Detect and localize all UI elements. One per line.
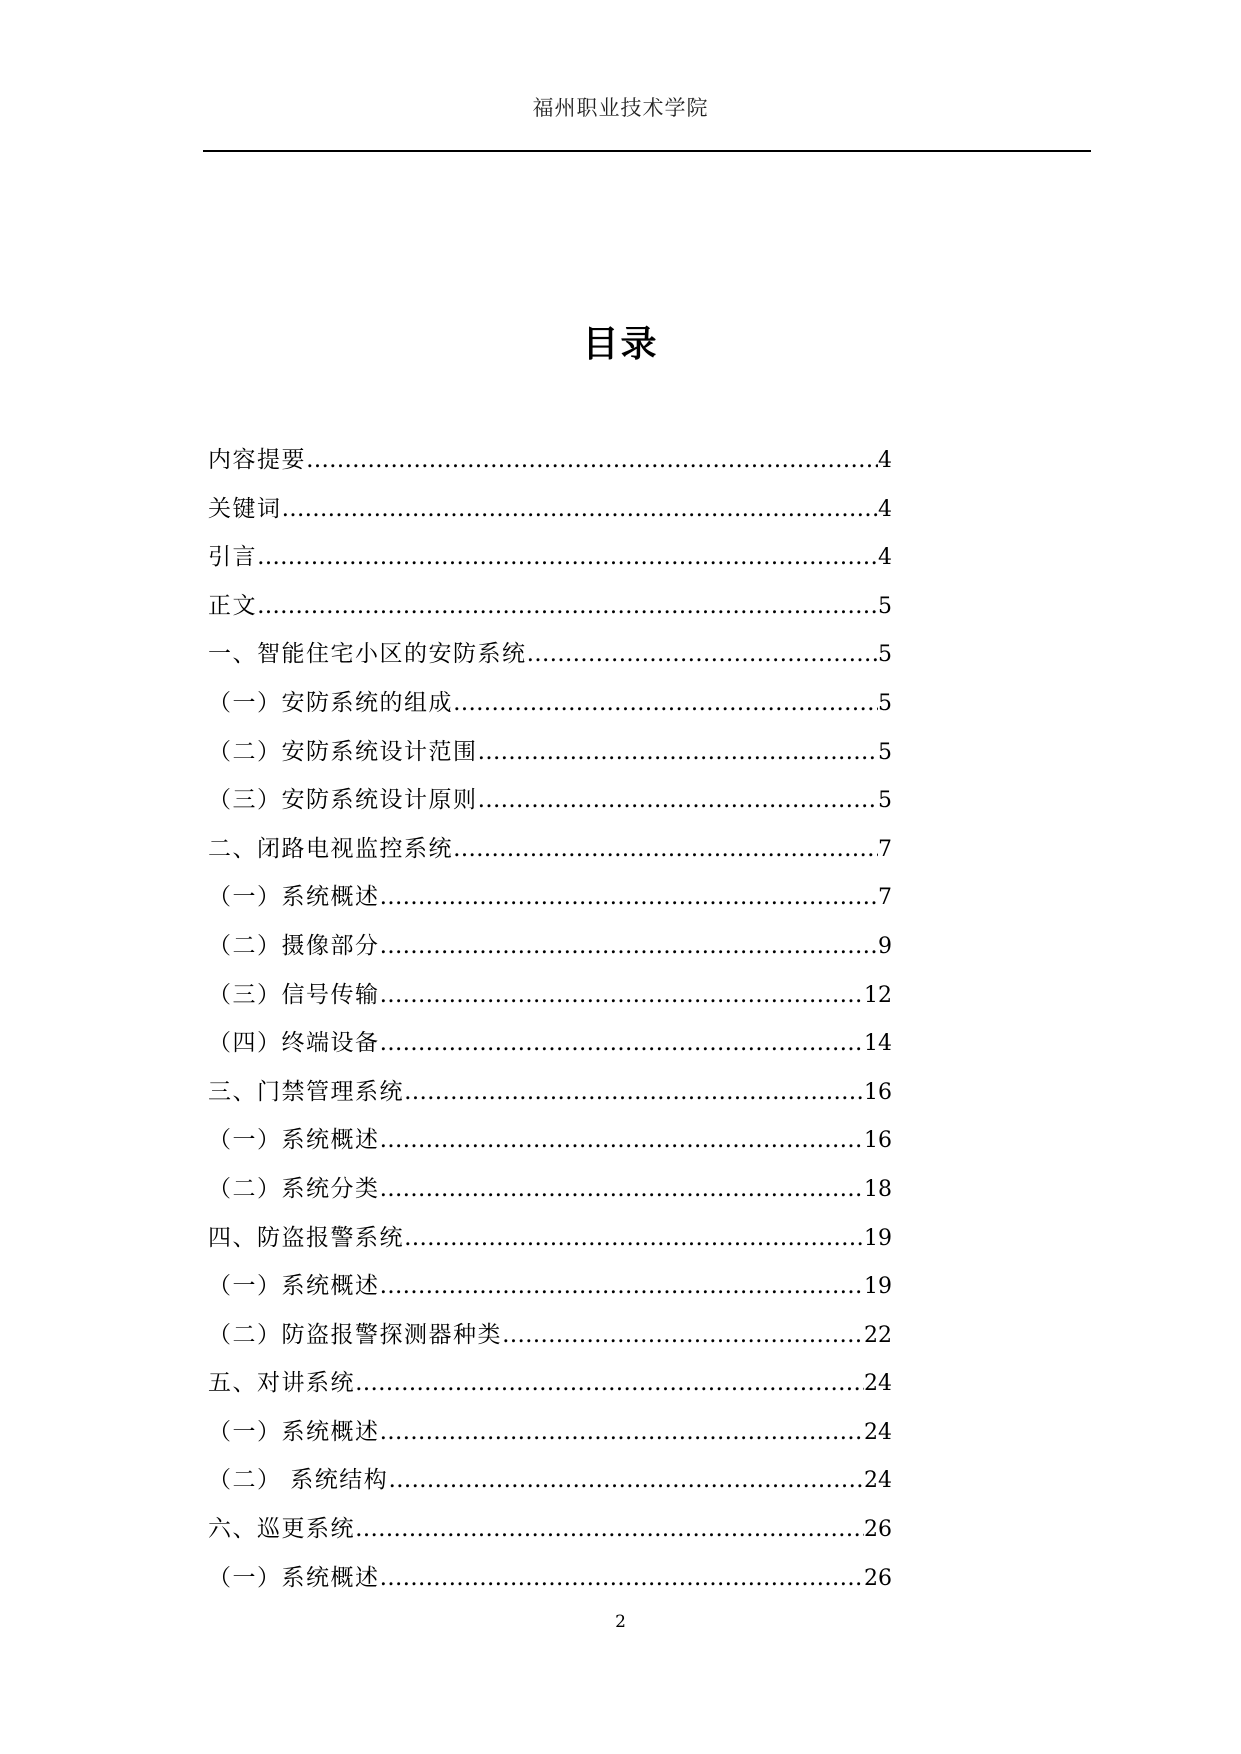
toc-leader bbox=[478, 728, 879, 777]
toc-entry-label: 二、闭路电视监控系统 bbox=[208, 835, 453, 862]
toc-entry-page: 16 bbox=[864, 1128, 892, 1154]
toc-leader bbox=[380, 971, 865, 1020]
toc-leader bbox=[380, 1165, 865, 1214]
toc-entry-label: （一）安防系统的组成 bbox=[208, 689, 453, 716]
toc-entry-label: 引言 bbox=[208, 544, 257, 571]
toc-entry-label: （一）系统概述 bbox=[208, 884, 380, 911]
toc-entry[interactable] bbox=[208, 1262, 908, 1311]
toc-title: 目录 bbox=[582, 324, 659, 365]
toc-leader bbox=[306, 436, 878, 485]
toc-entry-page: 5 bbox=[878, 690, 892, 716]
toc-entry-label: （二）系统分类 bbox=[208, 1175, 380, 1202]
toc-entry-page: 4 bbox=[878, 545, 892, 571]
toc-entry[interactable] bbox=[208, 582, 908, 631]
toc-entry-label: （二）防盗报警探测器种类 bbox=[208, 1321, 502, 1348]
toc-entry[interactable] bbox=[208, 1311, 908, 1360]
toc-leader bbox=[380, 922, 879, 971]
toc-entry-page: 16 bbox=[864, 1079, 892, 1105]
toc-entry-label: （三）安防系统设计原则 bbox=[208, 787, 478, 814]
page-number: 2 bbox=[615, 1612, 626, 1632]
toc-leader bbox=[355, 1505, 864, 1554]
toc-leader bbox=[257, 582, 878, 631]
toc-leader bbox=[257, 533, 878, 582]
toc-entry-page: 24 bbox=[864, 1468, 892, 1494]
toc-entry-page: 4 bbox=[878, 496, 892, 522]
toc-leader bbox=[380, 1408, 865, 1457]
toc-entry[interactable] bbox=[208, 776, 908, 825]
toc-entry[interactable] bbox=[208, 1359, 908, 1408]
toc-entry-page: 14 bbox=[864, 1031, 892, 1057]
toc-leader bbox=[380, 873, 879, 922]
toc-entry[interactable] bbox=[208, 485, 908, 534]
toc-leader bbox=[380, 1116, 865, 1165]
toc-entry-page: 26 bbox=[864, 1517, 892, 1543]
toc-entry-page: 26 bbox=[864, 1565, 892, 1591]
toc-entry-label: 四、防盗报警系统 bbox=[208, 1224, 404, 1251]
toc-entry-label: 六、巡更系统 bbox=[208, 1516, 355, 1543]
toc-entry-label: （四）终端设备 bbox=[208, 1030, 380, 1057]
toc-entry-label: （一）系统概述 bbox=[208, 1273, 380, 1300]
toc-entry[interactable] bbox=[208, 971, 908, 1020]
toc-leader bbox=[380, 1019, 865, 1068]
toc-entry[interactable] bbox=[208, 825, 908, 874]
toc-entry-label: （一）系统概述 bbox=[208, 1127, 380, 1154]
toc-entry-page: 5 bbox=[878, 593, 892, 619]
toc-entry[interactable] bbox=[208, 873, 908, 922]
toc-leader bbox=[404, 1214, 864, 1263]
toc-leader bbox=[527, 630, 879, 679]
toc-entry-page: 5 bbox=[878, 788, 892, 814]
toc-entry[interactable] bbox=[208, 922, 908, 971]
toc-entry-page: 5 bbox=[878, 739, 892, 765]
toc-entry[interactable] bbox=[208, 1214, 908, 1263]
toc-entry[interactable] bbox=[208, 436, 908, 485]
toc-entry[interactable] bbox=[208, 533, 908, 582]
toc-entry-page: 19 bbox=[864, 1274, 892, 1300]
header-rule bbox=[203, 150, 1091, 152]
toc-entry-page: 24 bbox=[864, 1419, 892, 1445]
toc-entry-label: 内容提要 bbox=[208, 447, 306, 473]
toc-leader bbox=[502, 1311, 864, 1360]
toc-entry-label: 一、智能住宅小区的安防系统 bbox=[208, 641, 527, 668]
toc-leader bbox=[380, 1262, 865, 1311]
toc-entry-label: 五、对讲系统 bbox=[208, 1370, 355, 1397]
toc-entry-page: 9 bbox=[878, 933, 892, 959]
toc-leader bbox=[380, 1554, 865, 1603]
toc-entry[interactable] bbox=[208, 679, 908, 728]
toc-entry[interactable] bbox=[208, 630, 908, 679]
toc-entry-page: 4 bbox=[878, 448, 892, 473]
toc-entry[interactable] bbox=[208, 1408, 908, 1457]
toc-leader bbox=[355, 1359, 864, 1408]
toc-entry-page: 7 bbox=[878, 836, 892, 862]
toc-entry[interactable] bbox=[208, 728, 908, 777]
toc-entry-page: 7 bbox=[878, 885, 892, 911]
toc-entry-label: （三）信号传输 bbox=[208, 981, 380, 1008]
toc-leader bbox=[453, 825, 878, 874]
toc-entry-label: （一）系统概述 bbox=[208, 1564, 380, 1591]
toc-list bbox=[208, 436, 908, 1602]
toc-entry-label: （二）摄像部分 bbox=[208, 932, 380, 959]
toc-leader bbox=[453, 679, 878, 728]
toc-entry-page: 19 bbox=[864, 1225, 892, 1251]
toc-entry-label: 三、门禁管理系统 bbox=[208, 1078, 404, 1105]
toc-entry[interactable] bbox=[208, 1554, 908, 1603]
toc-entry-page: 18 bbox=[864, 1176, 892, 1202]
toc-entry-label: （二）安防系统设计范围 bbox=[208, 738, 478, 765]
toc-entry[interactable] bbox=[208, 1456, 908, 1505]
toc-entry[interactable] bbox=[208, 1505, 908, 1554]
running-header: 福州职业技术学院 bbox=[532, 96, 709, 120]
toc-entry[interactable] bbox=[208, 1068, 908, 1117]
toc-entry[interactable] bbox=[208, 1019, 908, 1068]
toc-entry-page: 22 bbox=[864, 1322, 892, 1348]
toc-leader bbox=[388, 1456, 864, 1505]
toc-leader bbox=[404, 1068, 864, 1117]
toc-entry[interactable] bbox=[208, 1165, 908, 1214]
toc-leader bbox=[282, 485, 879, 534]
toc-entry-label: 正文 bbox=[208, 592, 257, 619]
toc-entry-label: （二） 系统结构 bbox=[208, 1467, 389, 1494]
toc-leader bbox=[478, 776, 879, 825]
toc-entry-label: （一）系统概述 bbox=[208, 1418, 380, 1445]
toc-entry-page: 5 bbox=[878, 642, 892, 668]
toc-entry[interactable] bbox=[208, 1116, 908, 1165]
toc-entry-label: 关键词 bbox=[208, 495, 282, 522]
toc-entry-page: 12 bbox=[864, 982, 892, 1008]
toc-entry-page: 24 bbox=[864, 1371, 892, 1397]
